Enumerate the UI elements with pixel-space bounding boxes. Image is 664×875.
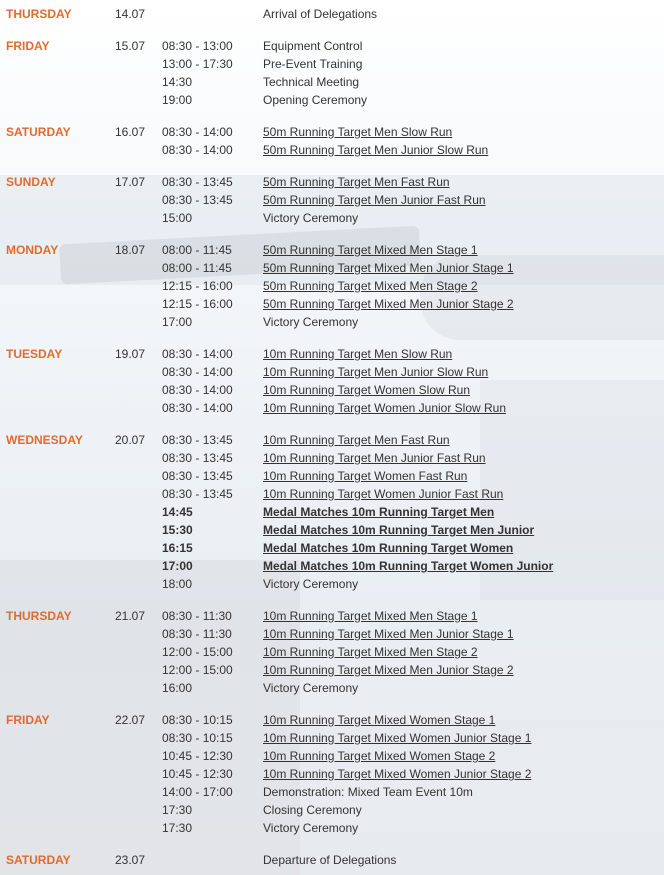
schedule-row bbox=[0, 819, 664, 837]
event-time: 18:00 bbox=[162, 577, 193, 591]
event-link[interactable]: 10m Running Target Men Junior Fast Run bbox=[263, 451, 486, 465]
schedule-row bbox=[0, 729, 664, 747]
event-time: 17:30 bbox=[162, 803, 193, 817]
day-date: 15.07 bbox=[115, 39, 146, 53]
event-time: 08:30 - 13:00 bbox=[162, 39, 233, 53]
day-date: 17.07 bbox=[115, 175, 146, 189]
event-link[interactable]: 10m Running Target Women Junior Slow Run bbox=[263, 401, 507, 415]
schedule-row bbox=[0, 381, 664, 399]
event-time: 08:30 - 13:45 bbox=[162, 487, 233, 501]
event-label: Departure of Delegations bbox=[263, 853, 397, 867]
schedule-row bbox=[0, 191, 664, 209]
event-link[interactable]: 50m Running Target Mixed Men Stage 1 bbox=[263, 243, 478, 257]
event-time: 08:30 - 14:00 bbox=[162, 347, 233, 361]
schedule-row bbox=[0, 173, 664, 191]
event-label: Technical Meeting bbox=[263, 75, 360, 89]
event-link[interactable]: 10m Running Target Women Fast Run bbox=[263, 469, 468, 483]
day-name: SATURDAY bbox=[6, 853, 71, 867]
event-time: 14:45 bbox=[162, 505, 193, 519]
schedule-row bbox=[0, 539, 664, 557]
event-time: 08:30 - 14:00 bbox=[162, 401, 233, 415]
schedule-row bbox=[0, 557, 664, 575]
event-time: 13:00 - 17:30 bbox=[162, 57, 233, 71]
schedule-row bbox=[0, 485, 664, 503]
event-link[interactable]: 50m Running Target Mixed Men Junior Stage 1 bbox=[263, 261, 514, 275]
event-link[interactable]: Medal Matches 10m Running Target Men bbox=[263, 505, 495, 519]
schedule-row bbox=[0, 37, 664, 55]
event-link[interactable]: 50m Running Target Mixed Men Stage 2 bbox=[263, 279, 478, 293]
schedule-row bbox=[0, 575, 664, 593]
event-time: 08:30 - 10:15 bbox=[162, 713, 233, 727]
schedule-row bbox=[0, 449, 664, 467]
event-time: 15:30 bbox=[162, 523, 193, 537]
event-label: Victory Ceremony bbox=[263, 211, 359, 225]
schedule-row bbox=[0, 661, 664, 679]
schedule-row bbox=[0, 91, 664, 109]
event-link[interactable]: 50m Running Target Men Junior Slow Run bbox=[263, 143, 489, 157]
event-link[interactable]: 10m Running Target Mixed Men Stage 2 bbox=[263, 645, 478, 659]
schedule-row bbox=[0, 259, 664, 277]
day-name: TUESDAY bbox=[6, 347, 63, 361]
day-name: FRIDAY bbox=[6, 713, 50, 727]
event-label: Arrival of Delegations bbox=[263, 7, 378, 21]
event-time: 16:15 bbox=[162, 541, 193, 555]
day-date: 20.07 bbox=[115, 433, 146, 447]
event-link[interactable]: 10m Running Target Men Slow Run bbox=[263, 347, 453, 361]
event-time: 17:00 bbox=[162, 559, 193, 573]
schedule-row bbox=[0, 277, 664, 295]
schedule-row bbox=[0, 345, 664, 363]
schedule-row bbox=[0, 209, 664, 227]
event-label: Victory Ceremony bbox=[263, 821, 359, 835]
event-link[interactable]: 10m Running Target Women Slow Run bbox=[263, 383, 470, 397]
event-time: 12:15 - 16:00 bbox=[162, 297, 233, 311]
schedule-row bbox=[0, 55, 664, 73]
event-time: 14:00 - 17:00 bbox=[162, 785, 233, 799]
day-date: 19.07 bbox=[115, 347, 146, 361]
day-name: WEDNESDAY bbox=[6, 433, 83, 447]
event-link[interactable]: 10m Running Target Mixed Men Junior Stage 1 bbox=[263, 627, 514, 641]
schedule-row bbox=[0, 851, 664, 869]
schedule-row bbox=[0, 241, 664, 259]
event-label: Equipment Control bbox=[263, 39, 363, 53]
event-time: 08:30 - 10:15 bbox=[162, 731, 233, 745]
event-link[interactable]: 10m Running Target Mixed Women Junior Stage 2 bbox=[263, 767, 532, 781]
event-link[interactable]: 10m Running Target Men Fast Run bbox=[263, 433, 450, 447]
event-label: Opening Ceremony bbox=[263, 93, 368, 107]
day-name: SATURDAY bbox=[6, 125, 71, 139]
day-date: 16.07 bbox=[115, 125, 146, 139]
event-link[interactable]: Medal Matches 10m Running Target Women Junior bbox=[263, 559, 554, 573]
event-label: Pre-Event Training bbox=[263, 57, 363, 71]
event-time: 08:00 - 11:45 bbox=[162, 261, 232, 275]
schedule-row bbox=[0, 521, 664, 539]
event-time: 08:30 - 13:45 bbox=[162, 175, 233, 189]
event-time: 12:00 - 15:00 bbox=[162, 663, 233, 677]
schedule-row bbox=[0, 73, 664, 91]
event-time: 08:30 - 14:00 bbox=[162, 365, 233, 379]
event-time: 08:30 - 14:00 bbox=[162, 383, 233, 397]
event-time: 08:30 - 13:45 bbox=[162, 193, 233, 207]
event-link[interactable]: 50m Running Target Mixed Men Junior Stage 2 bbox=[263, 297, 514, 311]
schedule-row bbox=[0, 607, 664, 625]
event-time: 08:30 - 11:30 bbox=[162, 627, 232, 641]
schedule-row bbox=[0, 783, 664, 801]
event-label: Demonstration: Mixed Team Event 10m bbox=[263, 785, 473, 799]
event-link[interactable]: 50m Running Target Men Slow Run bbox=[263, 125, 453, 139]
schedule-row bbox=[0, 503, 664, 521]
schedule-row bbox=[0, 431, 664, 449]
event-time: 08:30 - 14:00 bbox=[162, 143, 233, 157]
schedule-row bbox=[0, 711, 664, 729]
schedule-row bbox=[0, 141, 664, 159]
event-link[interactable]: 10m Running Target Mixed Women Junior Stage 1 bbox=[263, 731, 532, 745]
event-time: 08:30 - 13:45 bbox=[162, 433, 233, 447]
event-time: 08:30 - 13:45 bbox=[162, 469, 233, 483]
event-time: 08:30 - 11:30 bbox=[162, 609, 232, 623]
schedule-row bbox=[0, 643, 664, 661]
event-time: 10:45 - 12:30 bbox=[162, 749, 233, 763]
day-name: THURSDAY bbox=[6, 609, 72, 623]
schedule-row bbox=[0, 295, 664, 313]
event-link[interactable]: 10m Running Target Mixed Men Stage 1 bbox=[263, 609, 478, 623]
day-name: MONDAY bbox=[6, 243, 59, 257]
event-label: Closing Ceremony bbox=[263, 803, 362, 817]
event-link[interactable]: 50m Running Target Men Fast Run bbox=[263, 175, 450, 189]
day-date: 21.07 bbox=[115, 609, 146, 623]
event-time: 08:30 - 14:00 bbox=[162, 125, 233, 139]
event-link[interactable]: Medal Matches 10m Running Target Men Junior bbox=[263, 523, 535, 537]
day-name: THURSDAY bbox=[6, 7, 72, 21]
event-time: 17:00 bbox=[162, 315, 193, 329]
event-link[interactable]: Medal Matches 10m Running Target Women bbox=[263, 541, 514, 555]
schedule-row bbox=[0, 625, 664, 643]
schedule-row bbox=[0, 313, 664, 331]
event-link[interactable]: 10m Running Target Women Junior Fast Run bbox=[263, 487, 504, 501]
schedule-row bbox=[0, 467, 664, 485]
event-time: 15:00 bbox=[162, 211, 193, 225]
event-time: 12:00 - 15:00 bbox=[162, 645, 233, 659]
day-date: 14.07 bbox=[115, 7, 146, 21]
schedule-row bbox=[0, 399, 664, 417]
schedule-row bbox=[0, 801, 664, 819]
day-name: SUNDAY bbox=[6, 175, 56, 189]
event-link[interactable]: 10m Running Target Mixed Men Junior Stage 2 bbox=[263, 663, 514, 677]
schedule-row bbox=[0, 765, 664, 783]
event-time: 14:30 bbox=[162, 75, 193, 89]
event-link[interactable]: 10m Running Target Mixed Women Stage 1 bbox=[263, 713, 496, 727]
event-link[interactable]: 10m Running Target Mixed Women Stage 2 bbox=[263, 749, 496, 763]
event-time: 10:45 - 12:30 bbox=[162, 767, 233, 781]
event-time: 19:00 bbox=[162, 93, 193, 107]
event-time: 17:30 bbox=[162, 821, 193, 835]
event-label: Victory Ceremony bbox=[263, 681, 359, 695]
day-date: 23.07 bbox=[115, 853, 146, 867]
schedule-row bbox=[0, 747, 664, 765]
schedule-row bbox=[0, 679, 664, 697]
event-time: 08:30 - 13:45 bbox=[162, 451, 233, 465]
day-name: FRIDAY bbox=[6, 39, 50, 53]
event-link[interactable]: 50m Running Target Men Junior Fast Run bbox=[263, 193, 486, 207]
day-date: 18.07 bbox=[115, 243, 146, 257]
schedule-row bbox=[0, 5, 664, 23]
event-time: 16:00 bbox=[162, 681, 193, 695]
event-label: Victory Ceremony bbox=[263, 577, 359, 591]
day-date: 22.07 bbox=[115, 713, 146, 727]
event-link[interactable]: 10m Running Target Men Junior Slow Run bbox=[263, 365, 489, 379]
schedule-row bbox=[0, 363, 664, 381]
event-time: 08:00 - 11:45 bbox=[162, 243, 232, 257]
schedule-row bbox=[0, 123, 664, 141]
event-time: 12:15 - 16:00 bbox=[162, 279, 233, 293]
event-label: Victory Ceremony bbox=[263, 315, 359, 329]
